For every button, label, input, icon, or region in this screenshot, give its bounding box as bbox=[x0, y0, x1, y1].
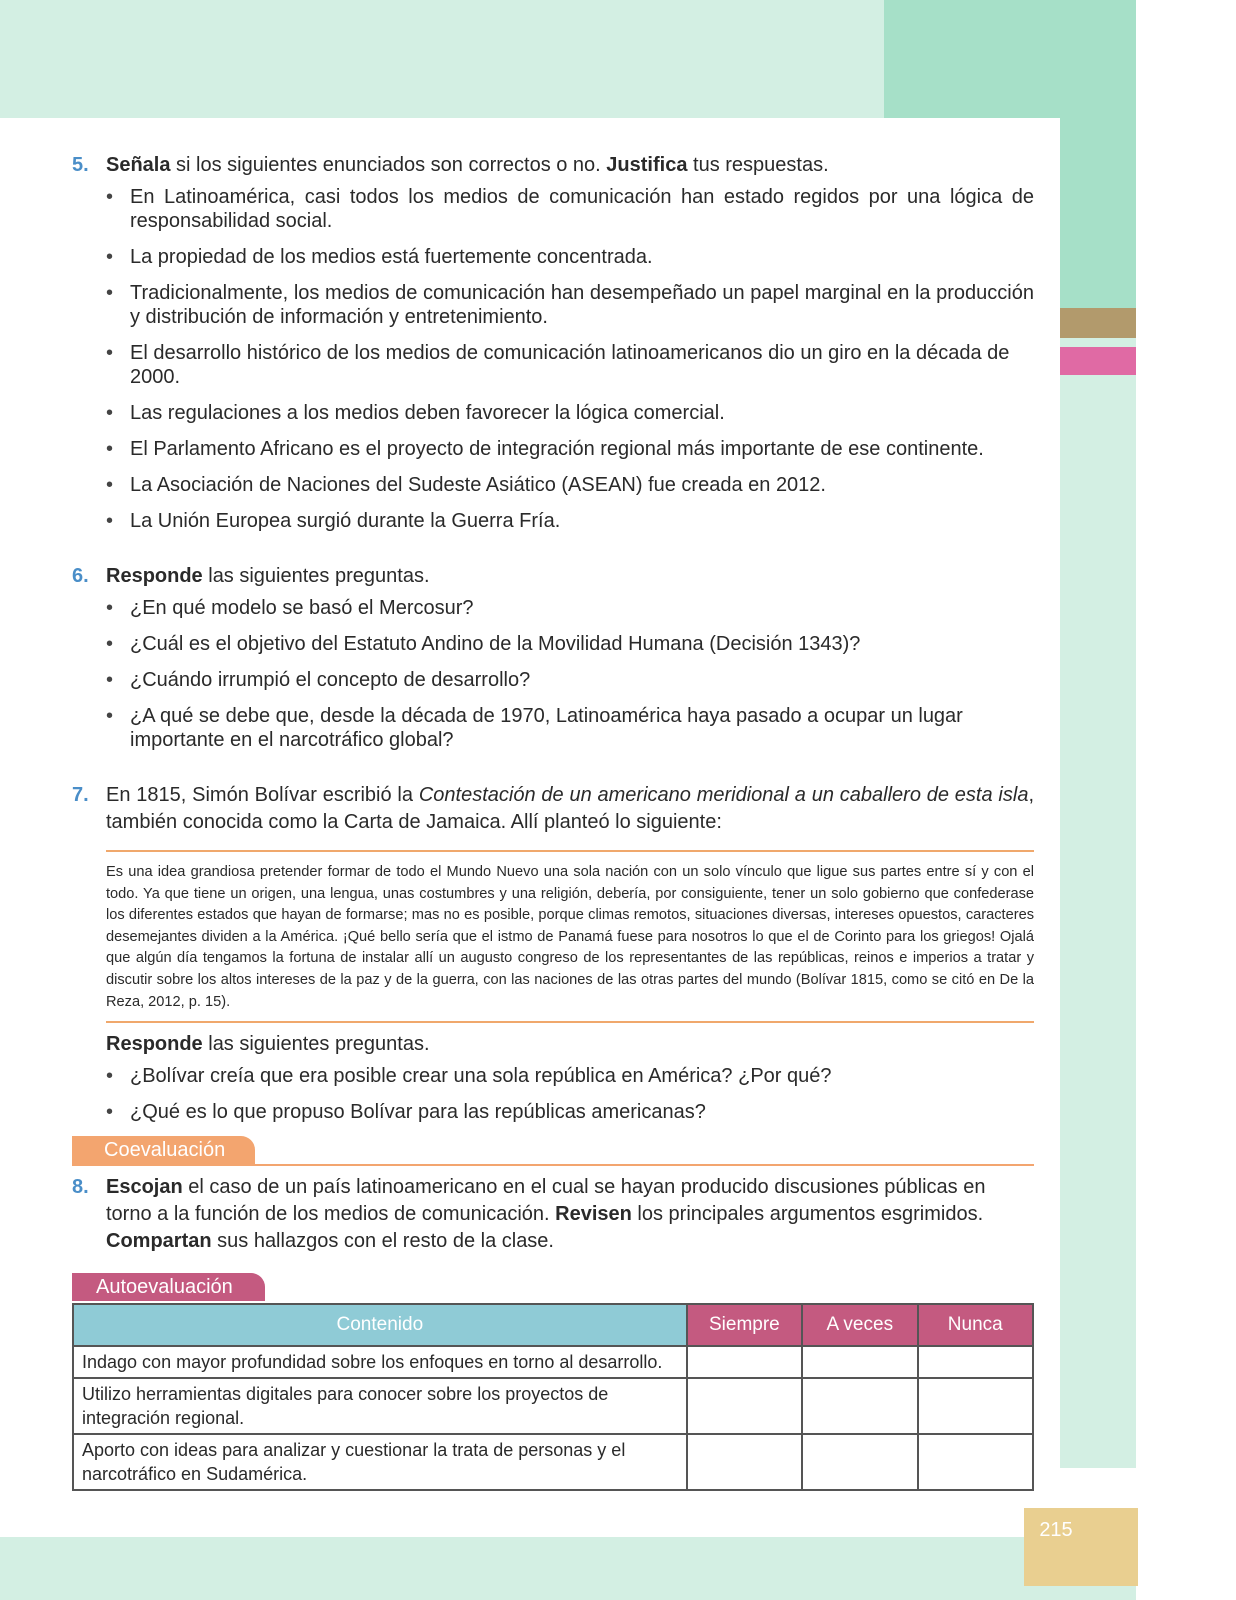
row-content: Indago con mayor profundidad sobre los enfoques en torno al desarrollo. bbox=[73, 1346, 687, 1378]
question-list bbox=[106, 1064, 1034, 1124]
sub-prompt bbox=[106, 1031, 1034, 1058]
autoevaluacion-header bbox=[72, 1273, 1034, 1303]
row-content: Utilizo herramientas digitales para conocer sobre los proyectos de integración regional. bbox=[73, 1378, 687, 1434]
top-right-accent-block bbox=[884, 0, 1136, 118]
page-content bbox=[72, 152, 1034, 1491]
question-number: 6. bbox=[72, 565, 89, 587]
page-number-box bbox=[1024, 1508, 1138, 1586]
prompt-verb: Responde bbox=[106, 565, 203, 587]
prompt-verb: Escojan bbox=[106, 1176, 183, 1199]
list-item: • La Asociación de Naciones del Sudeste Asiático (ASEAN) fue creada en 2012. bbox=[106, 473, 1034, 497]
self-assessment-table bbox=[72, 1303, 1034, 1491]
prompt-verb: Compartan bbox=[106, 1230, 212, 1253]
work-title: Contestación de un americano meridional a un caballero de esta isla bbox=[418, 784, 1029, 806]
column-header: A veces bbox=[802, 1304, 917, 1346]
table-header-row bbox=[73, 1304, 1033, 1346]
column-header: Siempre bbox=[687, 1304, 802, 1346]
question-7 bbox=[72, 782, 1034, 1124]
list-item: • Las regulaciones a los medios deben favorecer la lógica comercial. bbox=[106, 401, 1034, 425]
question-prompt bbox=[106, 1174, 1034, 1255]
checkbox-cell-a-veces[interactable] bbox=[802, 1434, 917, 1490]
prompt-text: En 1815, Simón Bolívar escribió la bbox=[106, 784, 419, 806]
question-6 bbox=[72, 563, 1034, 752]
checkbox-cell-siempre[interactable] bbox=[687, 1378, 802, 1434]
list-item: • El Parlamento Africano es el proyecto de integración regional más importante de ese continente. bbox=[106, 437, 1034, 461]
checkbox-cell-siempre[interactable] bbox=[687, 1434, 802, 1490]
question-5 bbox=[72, 152, 1034, 533]
chapter-tab-pink bbox=[1060, 347, 1136, 375]
list-item: • La Unión Europea surgió durante la Guerra Fría. bbox=[106, 509, 1034, 533]
column-header: Nunca bbox=[918, 1304, 1033, 1346]
coevaluacion-header bbox=[72, 1136, 1034, 1166]
list-item: • ¿A qué se debe que, desde la década de 1970, Latinoamérica haya pasado a ocupar un lugar importante en el narcotráfico global? bbox=[106, 704, 1034, 752]
list-item: • La propiedad de los medios está fuertemente concentrada. bbox=[106, 245, 1034, 269]
list-item: • ¿Cuál es el objetivo del Estatuto Andino de la Movilidad Humana (Decisión 1343)? bbox=[106, 632, 1034, 656]
table-row bbox=[73, 1378, 1033, 1434]
page-right-edge bbox=[1136, 0, 1236, 1600]
prompt-text: las siguientes preguntas. bbox=[202, 565, 430, 587]
question-number: 8. bbox=[72, 1176, 89, 1199]
quote-block: Es una idea grandiosa pretender formar de todo el Mundo Nuevo una sola nación con un solo vínculo que ligue sus partes entre sí y con el todo. Ya que tiene un origen, una lengua, unas costumbres y una religión, debería, por consiguiente, tener un solo gobierno que confederase los diferentes estados que hayan de formarse; mas no es posible, porque climas remotos, situaciones diversas, intereses opuestos, caracteres desemejantes dividen a la América. ¡Qué bello sería que el istmo de Panamá fuese para nosotros lo que el de Corinto para los griegos! Ojalá que algún día tengamos la fortuna de instalar allí un augusto congreso de los representantes de las repúblicas, reinos e imperios a tratar y discutir sobre los altos intereses de la paz y de la guerra, con las naciones de las otras partes del mundo (Bolívar 1815, como se citó en De la Reza, 2012, p. 15). bbox=[106, 850, 1034, 1023]
question-number: 7. bbox=[72, 784, 89, 806]
column-header: Contenido bbox=[73, 1304, 687, 1346]
prompt-text: , también conocida como la Carta de Jamaica. Allí planteó lo siguiente: bbox=[106, 784, 1034, 833]
prompt-verb: Justifica bbox=[606, 154, 688, 176]
section-label: Coevaluación bbox=[72, 1136, 255, 1164]
question-8 bbox=[72, 1174, 1034, 1255]
page-number: 215 bbox=[1039, 1519, 1073, 1541]
table-row bbox=[73, 1434, 1033, 1490]
list-item: • ¿Qué es lo que propuso Bolívar para las repúblicas americanas? bbox=[106, 1100, 1034, 1124]
question-number: 5. bbox=[72, 154, 89, 176]
list-item: • ¿En qué modelo se basó el Mercosur? bbox=[106, 596, 1034, 620]
checkbox-cell-a-veces[interactable] bbox=[802, 1378, 917, 1434]
list-item: • El desarrollo histórico de los medios de comunicación latinoamericanos dio un giro en la década de 2000. bbox=[106, 341, 1034, 389]
question-list bbox=[106, 596, 1034, 752]
row-content: Aporto con ideas para analizar y cuestionar la trata de personas y el narcotráfico en Sudamérica. bbox=[73, 1434, 687, 1490]
prompt-text: el caso de un país latinoamericano en el cual se hayan producido discusiones públicas en torno a la función de los medios de comunicación. bbox=[106, 1176, 986, 1226]
prompt-text: tus respuestas. bbox=[687, 154, 829, 176]
divider bbox=[72, 1164, 1034, 1166]
list-item: • Tradicionalmente, los medios de comunicación han desempeñado un papel marginal en la producción y distribución de información y entretenimiento. bbox=[106, 281, 1034, 329]
prompt-verb: Revisen bbox=[555, 1203, 632, 1226]
prompt-verb: Responde bbox=[106, 1033, 203, 1056]
prompt-text: si los siguientes enunciados son correctos o no. bbox=[170, 154, 607, 176]
list-item: • ¿Bolívar creía que era posible crear una sola república en América? ¿Por qué? bbox=[106, 1064, 1034, 1088]
prompt-verb: Señala bbox=[106, 154, 171, 176]
list-item: • En Latinoamérica, casi todos los medios de comunicación han estado regidos por una lógica de responsabilidad social. bbox=[106, 185, 1034, 233]
question-prompt bbox=[106, 152, 1034, 179]
list-item: • ¿Cuándo irrumpió el concepto de desarrollo? bbox=[106, 668, 1034, 692]
right-margin-strip-upper bbox=[1060, 118, 1136, 308]
table-row bbox=[73, 1346, 1033, 1378]
question-prompt bbox=[106, 563, 1034, 590]
prompt-text: los principales argumentos esgrimidos. bbox=[631, 1203, 984, 1226]
statement-list bbox=[106, 185, 1034, 533]
checkbox-cell-a-veces[interactable] bbox=[802, 1346, 917, 1378]
checkbox-cell-siempre[interactable] bbox=[687, 1346, 802, 1378]
prompt-text: sus hallazgos con el resto de la clase. bbox=[211, 1230, 554, 1253]
checkbox-cell-nunca[interactable] bbox=[918, 1346, 1033, 1378]
chapter-tab-brown bbox=[1060, 308, 1136, 338]
section-label: Autoevaluación bbox=[72, 1273, 265, 1301]
question-prompt bbox=[106, 782, 1034, 836]
checkbox-cell-nunca[interactable] bbox=[918, 1378, 1033, 1434]
checkbox-cell-nunca[interactable] bbox=[918, 1434, 1033, 1490]
prompt-text: las siguientes preguntas. bbox=[202, 1033, 430, 1056]
